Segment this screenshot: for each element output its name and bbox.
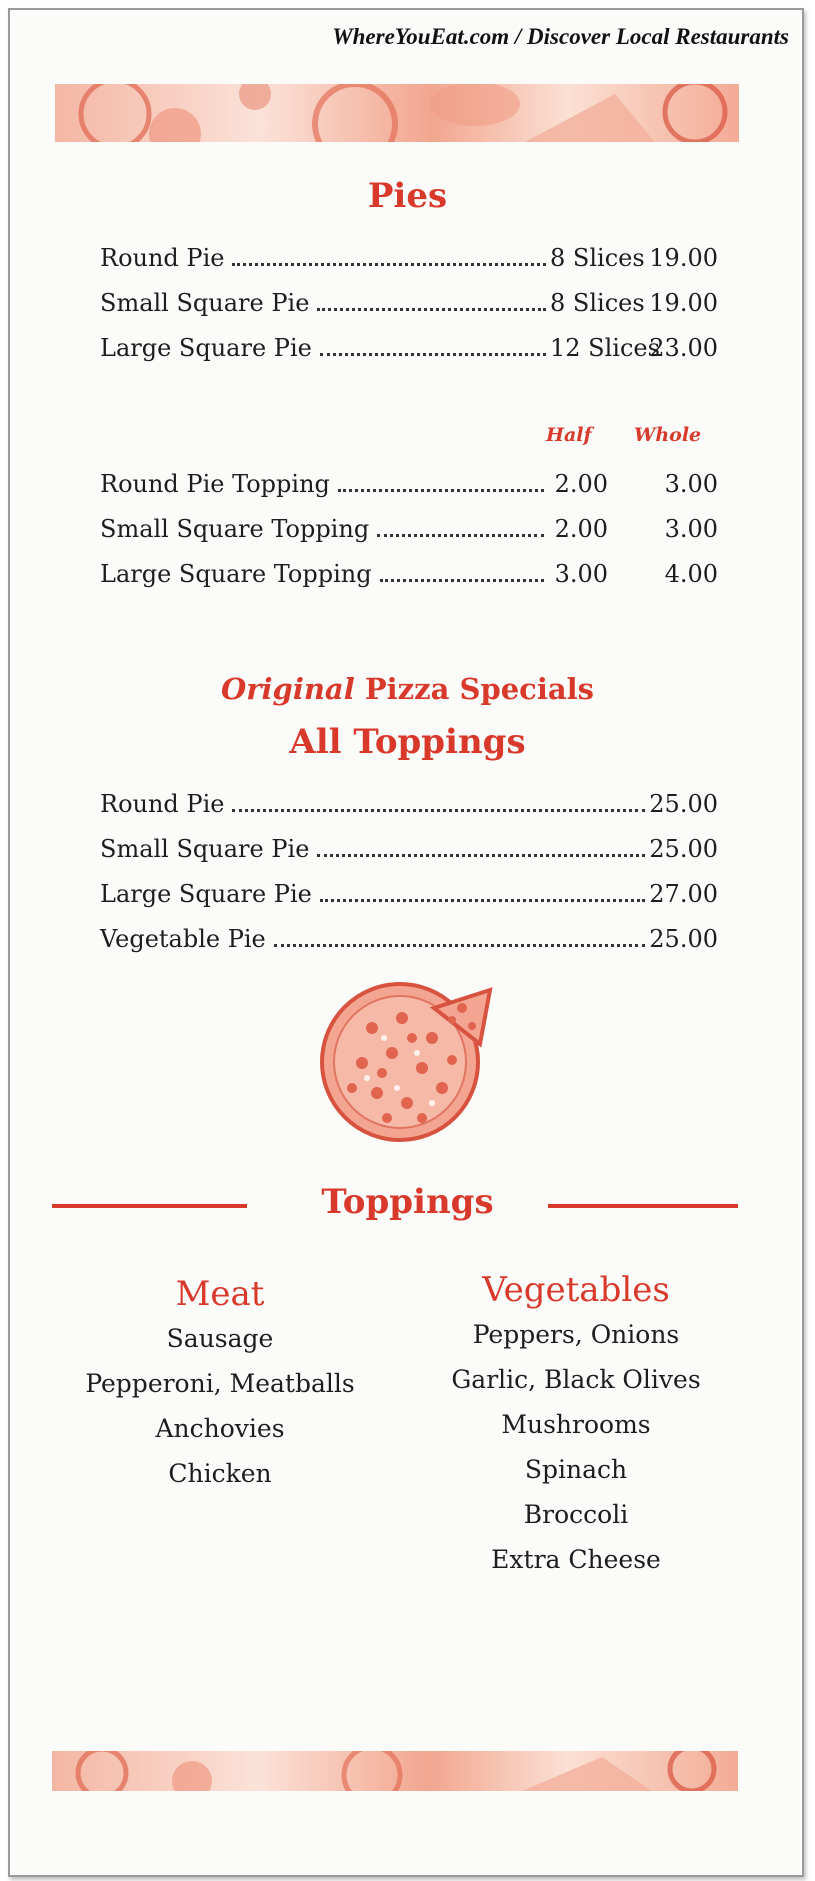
topping-price-name: Large Square Topping [100,560,372,588]
special-price: 27.00 [649,880,718,908]
topping-price-row [100,548,718,588]
half-price: 3.00 [554,560,608,588]
pies-heading: Pies [367,176,448,216]
vegetable-item: Peppers, Onions [472,1320,680,1349]
pie-row [100,232,718,272]
dot-leader [320,353,546,356]
pie-price: 19.00 [649,244,718,272]
whole-price: 3.00 [664,515,718,543]
special-price: 25.00 [649,925,718,953]
half-column-header: Half [546,424,592,446]
top-decorative-banner [55,84,739,142]
topping-price-name: Small Square Topping [100,515,370,543]
pie-slices: 8 Slices [550,244,645,272]
dot-leader [377,534,544,537]
whole-price: 3.00 [664,470,718,498]
special-row [100,778,718,818]
meat-item: Chicken [168,1459,272,1488]
special-price: 25.00 [649,835,718,863]
pizza-illustration [312,968,502,1144]
dot-leader [232,809,645,812]
meat-item: Pepperoni, Meatballs [85,1369,355,1398]
topping-price-row [100,458,718,498]
special-name: Round Pie [100,790,225,818]
pie-price: 19.00 [649,289,718,317]
pie-row [100,322,718,362]
vegetable-item: Mushrooms [501,1410,651,1439]
meat-column [80,1272,360,1496]
special-row [100,868,718,908]
pie-slices: 12 Slices [550,334,660,362]
special-row [100,823,718,863]
pie-price: 23.00 [649,334,718,362]
pie-name: Round Pie [100,244,225,272]
vegetables-column [440,1268,712,1582]
vegetables-title: Vegetables [482,1270,670,1310]
specials-heading-rest: Pizza Specials [364,672,594,706]
dot-leader [338,489,544,492]
pie-name: Small Square Pie [100,289,310,317]
whole-column-header: Whole [634,424,702,446]
topping-price-row [100,503,718,543]
half-price: 2.00 [554,470,608,498]
meat-item: Sausage [166,1324,274,1353]
special-price: 25.00 [649,790,718,818]
pie-row [100,277,718,317]
meat-item: Anchovies [155,1414,285,1443]
toppings-heading: Toppings [321,1182,494,1222]
dot-leader [232,263,546,266]
vegetable-item: Garlic, Black Olives [451,1365,701,1394]
topping-price-name: Round Pie Topping [100,470,330,498]
specials-heading-script: Original [221,672,355,706]
dot-leader [320,899,645,902]
special-name: Vegetable Pie [100,925,266,953]
specials-heading [0,672,815,706]
vegetable-item: Extra Cheese [491,1545,661,1574]
whole-price: 4.00 [664,560,718,588]
meat-title: Meat [175,1274,265,1314]
special-row [100,913,718,953]
dot-leader [380,579,544,582]
dot-leader [317,308,546,311]
bottom-decorative-banner [52,1751,738,1791]
special-name: Small Square Pie [100,835,310,863]
half-price: 2.00 [554,515,608,543]
pie-name: Large Square Pie [100,334,312,362]
special-name: Large Square Pie [100,880,312,908]
site-header[interactable]: WhereYouEat.com / Discover Local Restaurants [332,24,789,49]
vegetable-item: Broccoli [523,1500,629,1529]
pie-slices: 8 Slices [550,289,645,317]
specials-subheading: All Toppings [289,722,526,762]
vegetable-item: Spinach [524,1455,628,1484]
dot-leader [317,854,645,857]
dot-leader [274,944,646,947]
